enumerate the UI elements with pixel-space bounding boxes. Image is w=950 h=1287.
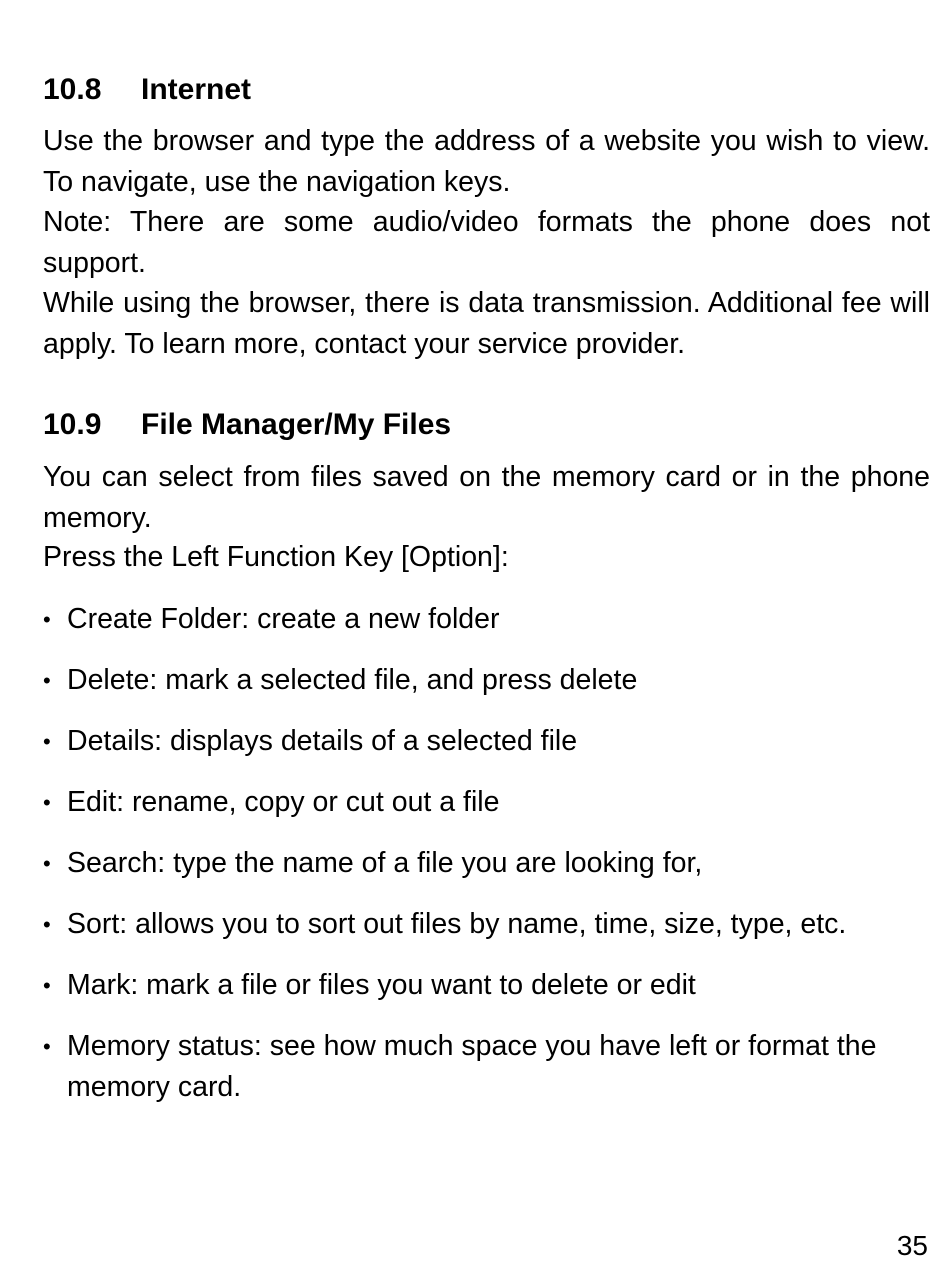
list-item xyxy=(43,843,930,884)
list-item xyxy=(43,660,930,701)
bullet-icon: • xyxy=(43,973,51,998)
paragraph-browser-usage: Use the browser and type the address of a website you wish to view. To navigate, use the navigation keys. xyxy=(43,125,930,198)
list-item xyxy=(43,904,930,945)
section-heading-internet xyxy=(43,70,930,110)
list-item-text: Edit: rename, copy or cut out a file xyxy=(67,786,500,818)
list-item-text: Sort: allows you to sort out files by name, time, size, type, etc. xyxy=(67,908,847,940)
paragraph-data-fee: While using the browser, there is data transmission. Additional fee will apply. To learn more, contact your service provider. xyxy=(43,287,930,360)
bullet-icon: • xyxy=(43,668,51,693)
list-item xyxy=(43,965,930,1006)
section-title: Internet xyxy=(141,73,252,106)
list-item-text: Search: type the name of a file you are looking for, xyxy=(67,847,703,879)
list-item-text: Memory status: see how much space you have left or format the memory card. xyxy=(67,1030,877,1103)
page-number: 35 xyxy=(896,1230,928,1261)
paragraph-option-key: Press the Left Function Key [Option]: xyxy=(43,541,509,573)
list-item xyxy=(43,782,930,823)
section-heading-file-manager xyxy=(43,405,930,445)
list-item-text: Mark: mark a file or files you want to delete or edit xyxy=(67,969,696,1001)
bullet-icon: • xyxy=(43,607,51,632)
option-list xyxy=(43,599,930,1128)
list-item xyxy=(43,721,930,762)
bullet-icon: • xyxy=(43,790,51,815)
list-item xyxy=(43,1026,930,1108)
bullet-icon: • xyxy=(43,729,51,754)
list-item-text: Details: displays details of a selected file xyxy=(67,725,578,757)
section-number: 10.8 xyxy=(43,73,102,106)
section-title: File Manager/My Files xyxy=(141,408,452,441)
section-number: 10.9 xyxy=(43,408,102,441)
list-item-text: Delete: mark a selected file, and press delete xyxy=(67,664,638,696)
list-item-text: Create Folder: create a new folder xyxy=(67,603,500,635)
bullet-icon: • xyxy=(43,912,51,937)
bullet-icon: • xyxy=(43,851,51,876)
list-item xyxy=(43,599,930,640)
bullet-icon: • xyxy=(43,1034,51,1059)
paragraph-format-note: Note: There are some audio/video formats the phone does not support. xyxy=(43,206,930,279)
paragraph-file-selection: You can select from files saved on the memory card or in the phone memory. xyxy=(43,461,930,534)
